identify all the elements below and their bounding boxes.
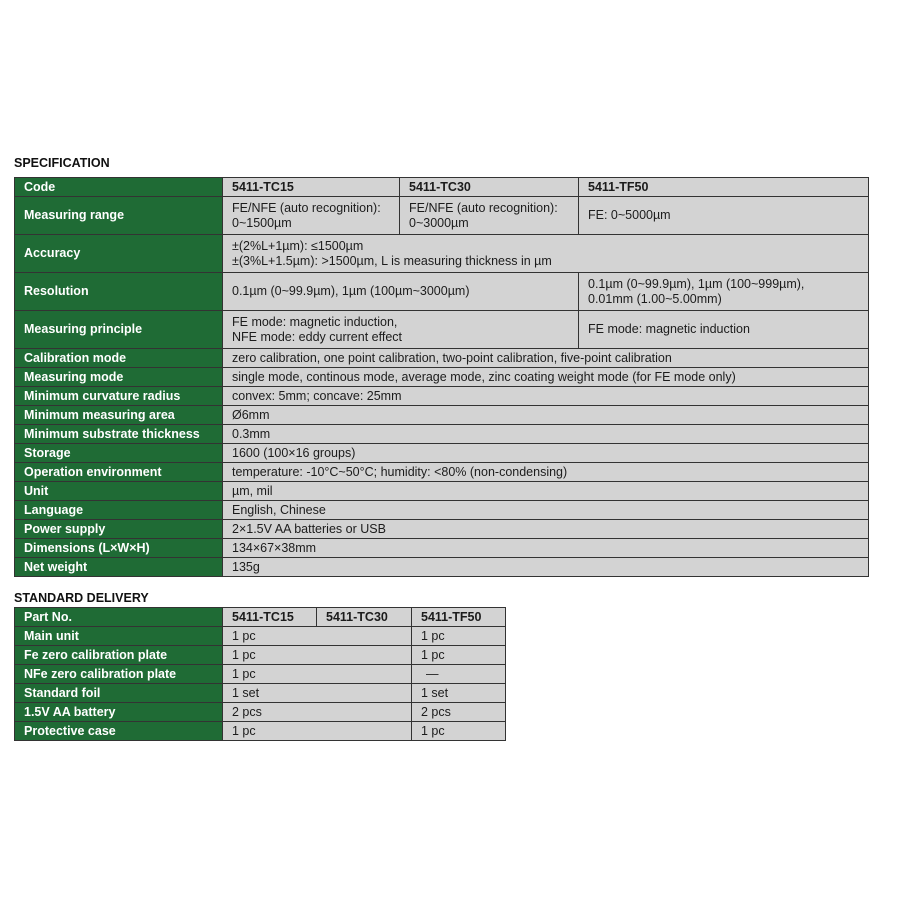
spec-row-label: Minimum measuring area xyxy=(15,406,223,425)
spec-row-label: Power supply xyxy=(15,520,223,539)
delivery-tc-value: 1 pc xyxy=(223,722,412,741)
delivery-item-label: Main unit xyxy=(15,627,223,646)
spec-row-label: Minimum substrate thickness xyxy=(15,425,223,444)
model-header-tc30: 5411-TC30 xyxy=(400,178,579,197)
delivery-tc-value: 2 pcs xyxy=(223,703,412,722)
delivery-row xyxy=(15,684,506,703)
spec-row xyxy=(15,539,869,558)
spec-row xyxy=(15,349,869,368)
delivery-item-label: NFe zero calibration plate xyxy=(15,665,223,684)
spec-row-label: Unit xyxy=(15,482,223,501)
delivery-tf50-value: 2 pcs xyxy=(412,703,506,722)
measuring-range-label: Measuring range xyxy=(15,197,223,235)
measuring-range-tc15-line2: 0~1500µm xyxy=(232,215,292,230)
spec-row xyxy=(15,463,869,482)
measuring-principle-row xyxy=(15,311,869,349)
spec-row-value: single mode, continous mode, average mode, zinc coating weight mode (for FE mode only) xyxy=(223,368,869,387)
delivery-header-row xyxy=(15,608,506,627)
measuring-range-tc30-line1: FE/NFE (auto recognition): xyxy=(409,200,558,215)
spec-row-label: Storage xyxy=(15,444,223,463)
delivery-tc-value: 1 set xyxy=(223,684,412,703)
measuring-principle-tf50: FE mode: magnetic induction xyxy=(579,311,869,349)
delivery-tf50-value: 1 set xyxy=(412,684,506,703)
spec-row-value: convex: 5mm; concave: 25mm xyxy=(223,387,869,406)
delivery-row xyxy=(15,646,506,665)
spec-row-label: Operation environment xyxy=(15,463,223,482)
measuring-range-row xyxy=(15,197,869,235)
delivery-tc-value: 1 pc xyxy=(223,665,412,684)
measuring-range-tc30 xyxy=(400,197,579,235)
spec-row-value: Ø6mm xyxy=(223,406,869,425)
model-header-tf50: 5411-TF50 xyxy=(579,178,869,197)
standard-delivery-title: STANDARD DELIVERY xyxy=(14,591,149,605)
spec-row-value: 135g xyxy=(223,558,869,577)
accuracy-line2: ±(3%L+1.5µm): >1500µm, L is measuring thickness in µm xyxy=(232,253,552,268)
resolution-label: Resolution xyxy=(15,273,223,311)
delivery-tf50-value: 1 pc xyxy=(412,627,506,646)
accuracy-line1: ±(2%L+1µm): ≤1500µm xyxy=(232,238,364,253)
delivery-model-tf50: 5411-TF50 xyxy=(412,608,506,627)
part-no-label: Part No. xyxy=(15,608,223,627)
spec-row-label: Measuring mode xyxy=(15,368,223,387)
resolution-row xyxy=(15,273,869,311)
delivery-model-tc15: 5411-TC15 xyxy=(223,608,317,627)
spec-row-value: 134×67×38mm xyxy=(223,539,869,558)
spec-row-label: Calibration mode xyxy=(15,349,223,368)
measuring-principle-tc xyxy=(223,311,579,349)
measuring-range-tc15-line1: FE/NFE (auto recognition): xyxy=(232,200,381,215)
delivery-row xyxy=(15,665,506,684)
spec-row xyxy=(15,482,869,501)
spec-row-value: English, Chinese xyxy=(223,501,869,520)
delivery-row xyxy=(15,722,506,741)
measuring-principle-tc-line2: NFE mode: eddy current effect xyxy=(232,329,402,344)
spec-row xyxy=(15,501,869,520)
delivery-item-label: Fe zero calibration plate xyxy=(15,646,223,665)
delivery-model-tc30: 5411-TC30 xyxy=(317,608,412,627)
spec-row-label: Minimum curvature radius xyxy=(15,387,223,406)
spec-row-value: µm, mil xyxy=(223,482,869,501)
spec-row xyxy=(15,387,869,406)
spec-row xyxy=(15,425,869,444)
specification-table xyxy=(14,177,869,577)
accuracy-label: Accuracy xyxy=(15,235,223,273)
measuring-range-tc15 xyxy=(223,197,400,235)
specification-title: SPECIFICATION xyxy=(14,156,110,170)
resolution-tc: 0.1µm (0~99.9µm), 1µm (100µm~3000µm) xyxy=(223,273,579,311)
spec-row xyxy=(15,520,869,539)
spec-row-label: Net weight xyxy=(15,558,223,577)
spec-row-label: Dimensions (L×W×H) xyxy=(15,539,223,558)
delivery-tf50-value: 1 pc xyxy=(412,722,506,741)
resolution-tf50-line1: 0.1µm (0~99.9µm), 1µm (100~999µm), xyxy=(588,276,805,291)
spec-row xyxy=(15,406,869,425)
resolution-tf50-line2: 0.01mm (1.00~5.00mm) xyxy=(588,291,722,306)
measuring-principle-tc-line1: FE mode: magnetic induction, xyxy=(232,314,398,329)
delivery-item-label: Protective case xyxy=(15,722,223,741)
measuring-range-tf50: FE: 0~5000µm xyxy=(579,197,869,235)
spec-row xyxy=(15,444,869,463)
accuracy-row xyxy=(15,235,869,273)
measuring-principle-label: Measuring principle xyxy=(15,311,223,349)
code-label: Code xyxy=(15,178,223,197)
standard-delivery-table xyxy=(14,607,506,741)
spec-row xyxy=(15,368,869,387)
measuring-range-tc30-line2: 0~3000µm xyxy=(409,215,469,230)
delivery-row xyxy=(15,703,506,722)
spec-row-label: Language xyxy=(15,501,223,520)
delivery-tc-value: 1 pc xyxy=(223,646,412,665)
spec-row-value: temperature: -10°C~50°C; humidity: <80% (non-condensing) xyxy=(223,463,869,482)
delivery-row xyxy=(15,627,506,646)
spec-row xyxy=(15,558,869,577)
spec-row-value: 2×1.5V AA batteries or USB xyxy=(223,520,869,539)
model-header-tc15: 5411-TC15 xyxy=(223,178,400,197)
spec-row-value: 0.3mm xyxy=(223,425,869,444)
delivery-tf50-value: 1 pc xyxy=(412,646,506,665)
delivery-tf50-value: — xyxy=(412,665,506,684)
accuracy-value xyxy=(223,235,869,273)
spec-row-value: zero calibration, one point calibration, two-point calibration, five-point calibration xyxy=(223,349,869,368)
spec-header-row xyxy=(15,178,869,197)
resolution-tf50 xyxy=(579,273,869,311)
delivery-tc-value: 1 pc xyxy=(223,627,412,646)
delivery-item-label: 1.5V AA battery xyxy=(15,703,223,722)
spec-row-value: 1600 (100×16 groups) xyxy=(223,444,869,463)
delivery-item-label: Standard foil xyxy=(15,684,223,703)
